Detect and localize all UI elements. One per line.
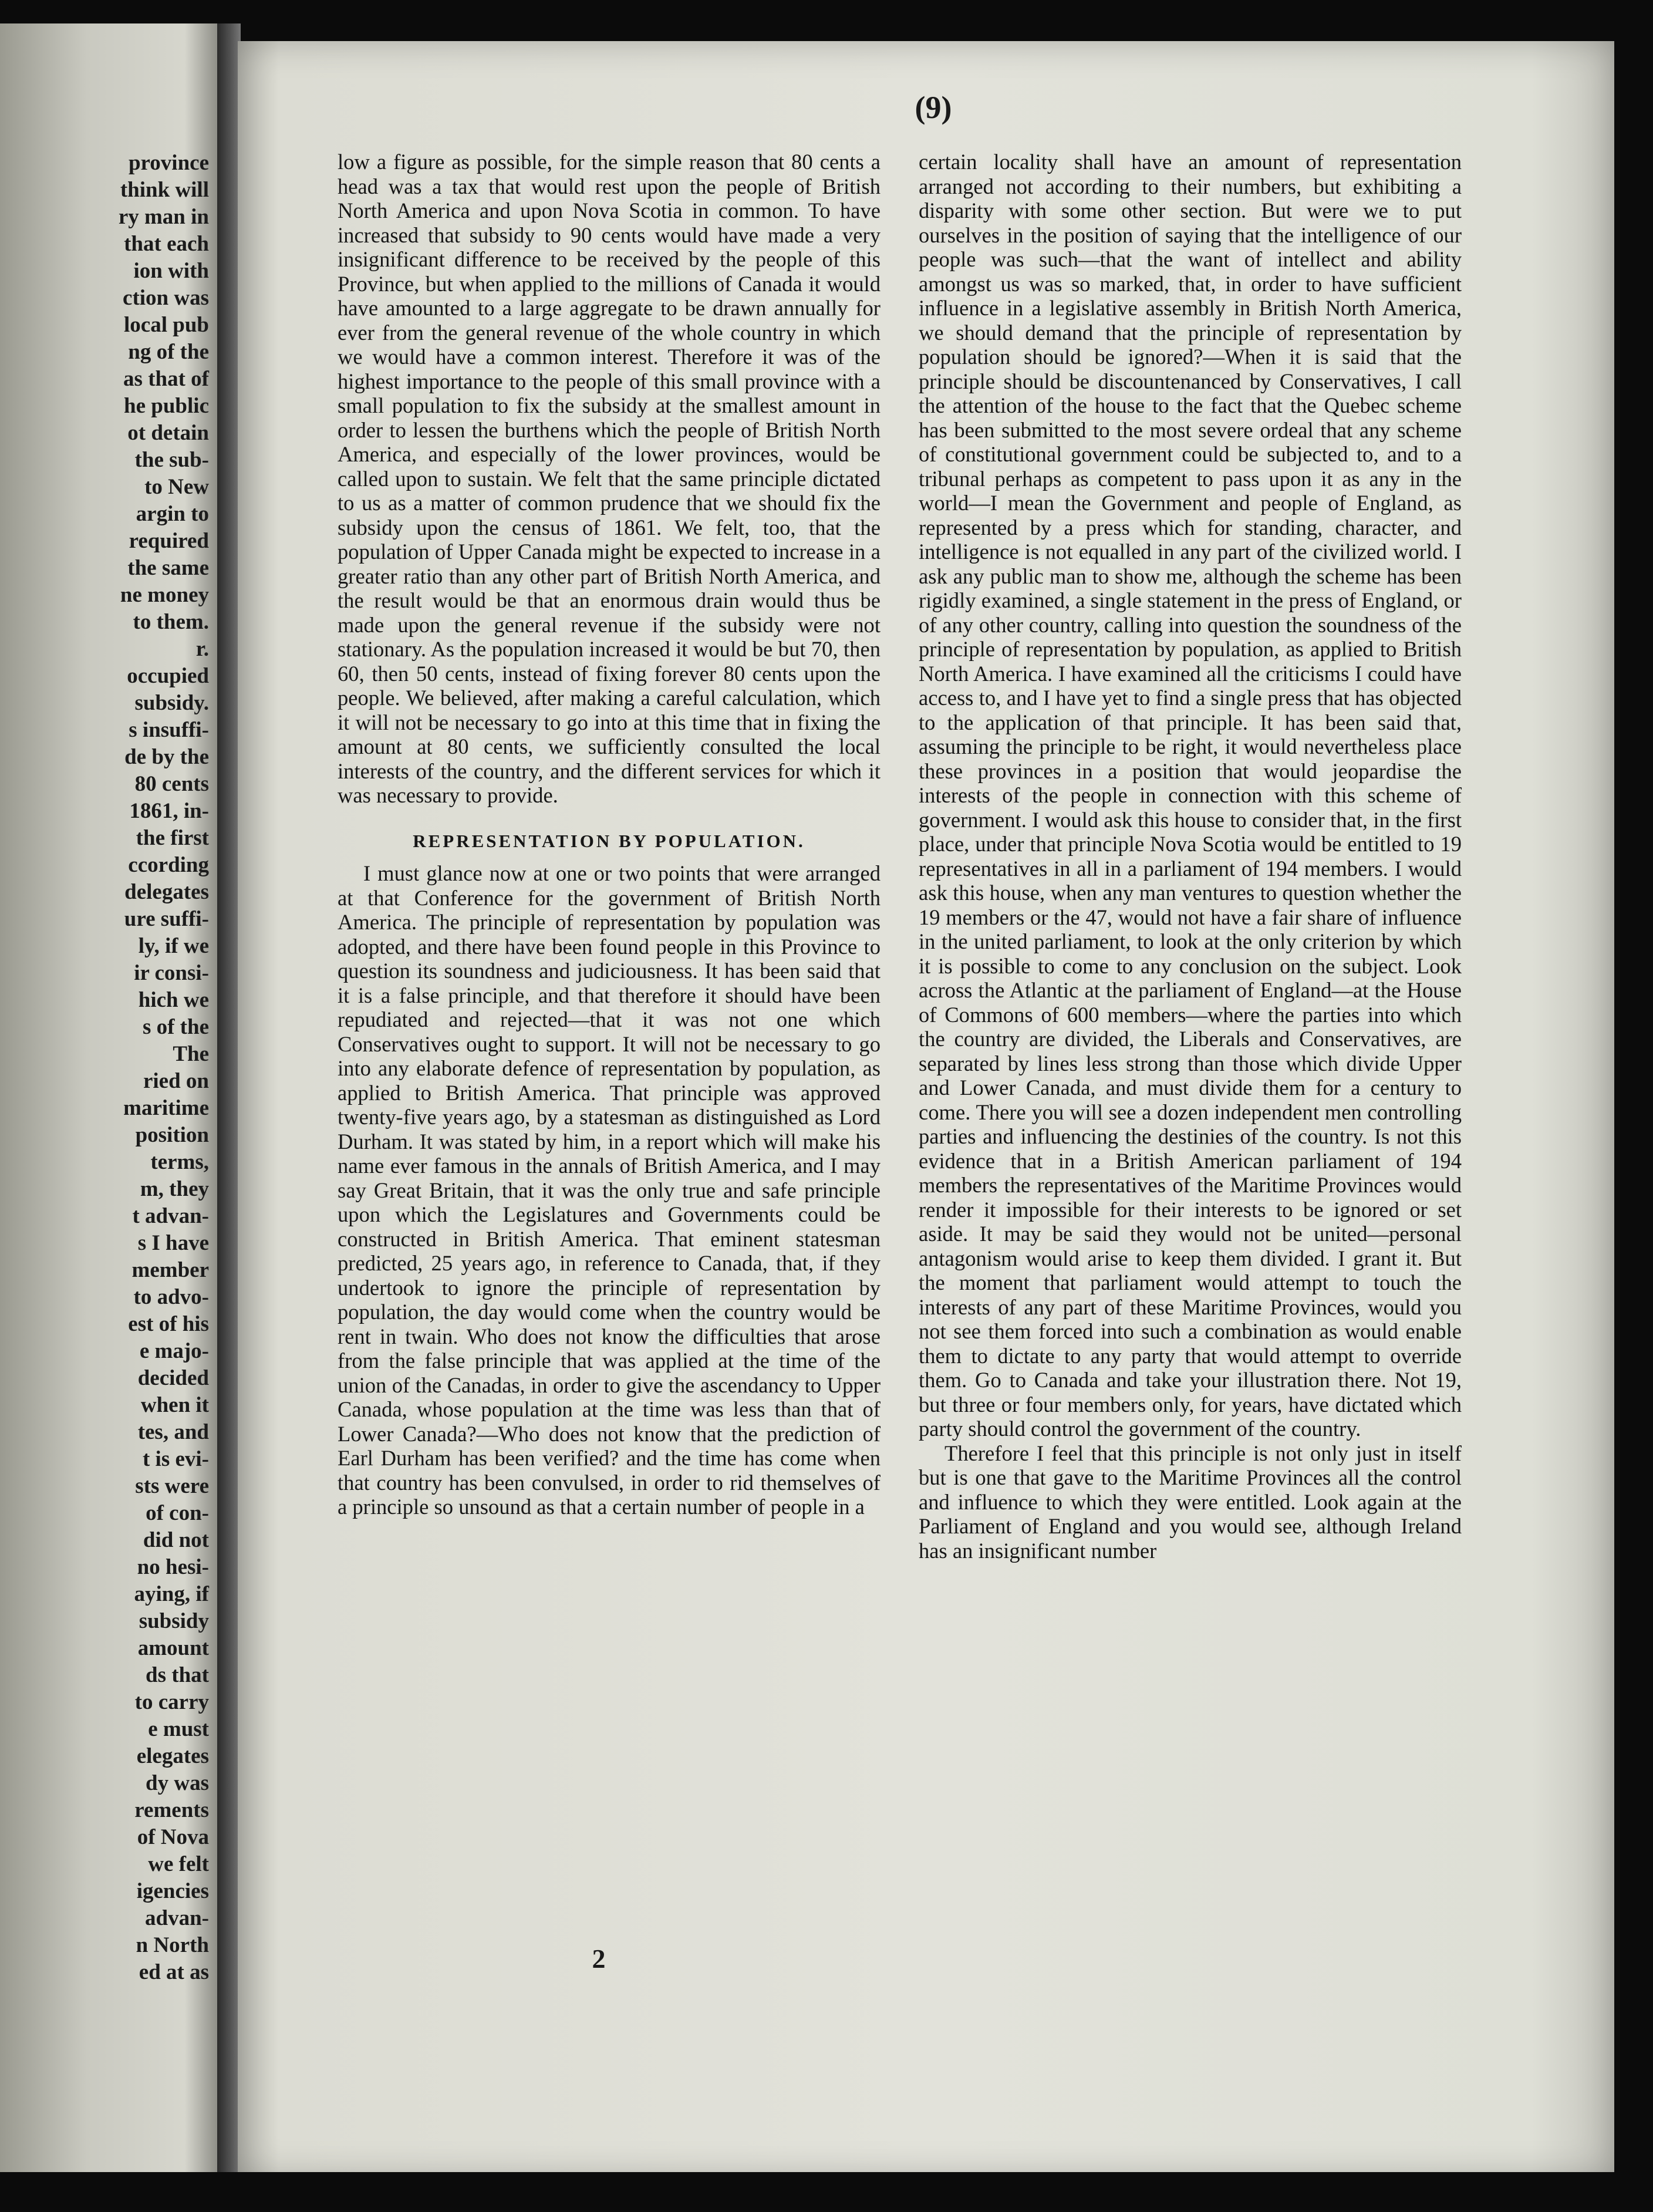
left-fragment-line: the sub- <box>134 448 209 472</box>
left-fragment-line: required <box>129 529 209 553</box>
left-fragment-line: to advo- <box>133 1285 209 1309</box>
left-fragment-line: m, they <box>140 1177 209 1201</box>
left-fragment-line: occupied <box>127 664 209 688</box>
left-fragment-line: advan- <box>145 1906 209 1930</box>
left-fragment-line: t is evi- <box>142 1447 209 1471</box>
left-fragment-line: rements <box>134 1798 209 1822</box>
left-fragment-line: subsidy <box>139 1609 209 1633</box>
signature-mark: 2 <box>592 1944 606 1974</box>
left-fragment-line: the same <box>127 556 209 580</box>
left-fragment-line: the first <box>136 826 209 850</box>
left-fragment-line: ction was <box>123 286 209 310</box>
left-fragment-line: ng of the <box>128 340 209 364</box>
left-fragment-line: of Nova <box>137 1825 209 1849</box>
left-fragment-line: did not <box>143 1528 209 1552</box>
left-fragment-line: to them. <box>133 610 209 634</box>
left-page-text-fragments <box>9 150 209 1986</box>
left-fragment-line: est of his <box>128 1312 209 1336</box>
section-heading: REPRESENTATION BY POPULATION. <box>413 830 805 851</box>
left-fragment-line: ot detain <box>127 421 209 445</box>
left-fragment-line: we felt <box>148 1852 209 1876</box>
left-fragment-line: he public <box>124 394 209 418</box>
left-fragment-line: delegates <box>124 880 209 904</box>
left-fragment-line: s of the <box>142 1015 209 1039</box>
left-fragment-line: elegates <box>136 1744 209 1768</box>
left-fragment-line: dy was <box>146 1771 209 1795</box>
left-fragment-line: maritime <box>123 1096 209 1120</box>
left-fragment-line: argin to <box>136 502 209 526</box>
paragraph: certain locality shall have an amount of representation arranged not according to their numbers, but exhibiting a disparity with some other section. But were we to put ourselves in the position of saying that the intelligence of our people was such—that the want of intellect and ability amongst us was so marked, that, in order to have sufficient influence in a legislative assembly in British North America, we should demand that the principle of representation by population should be ignored?—When it is said that the principle should be discountenanced by Conservatives, I call the attention of the house to the fact that the Quebec scheme has been submitted to the most severe ordeal that any scheme of constitutional government could be subjected to, and to a tribunal perhaps as competent to pass upon it as any in the world—I mean the Government and people of England, as represented by a press which for standing, character, and intelligence is not equalled in any part of the civilized world. I ask any public man to show me, although the scheme has been rigidly examined, a single statement in the press of England, or of any other country, calling into question the soundness of the principle of representation by population, as applied to British North America. I have examined all the criticisms I could have access to, and I have yet to find a single press that has objected to the application of that principle. It has been said that, assuming the principle to be right, it would nevertheless place these provinces in a position that would jeopardise the interests of the people in connection with this scheme of government. I would ask this house to consider that, in the first place, under that principle Nova Scotia would be entitled to 19 representatives in all in a parliament of 194 members. I would ask this house, when any man ventures to question whether the 19 members or the 47, would not have a fair share of influence in the united parliament, to look at the only criterion by which it is possible to come to any conclusion on the subject. Look across the Atlantic at the parliament of England—at the House of Commons of 600 members—where the parties into which the country are divided, the Liberals and Conservatives, are separated by lines less strong than those which divide Upper and Lower Canada, and must divide them for a century to come. There you will see a dozen independent men controlling parties and influencing the destinies of the country. Is not this evidence that in a British American parliament of 194 members the representatives of the Maritime Provinces would render it impossible for their interests to be ignored or set aside. It may be said they would not be united—personal antagonism would arise to keep them divided. I grant it. But the moment that parliament would attempt to touch the interests of any part of these Maritime Provinces, would you not see them forced into such a combination as would enable them to dictate to any party that would attempt to override them. Go to Canada and take your illustration there. Not 19, but three or four members only, for years, have dictated which party should control the government of the country. <box>919 150 1462 1441</box>
left-fragment-line: ried on <box>143 1069 209 1093</box>
left-fragment-line: ion with <box>133 259 209 283</box>
left-fragment-line: of con- <box>146 1501 209 1525</box>
left-fragment-line: member <box>131 1258 209 1282</box>
document-page <box>238 41 1614 2178</box>
left-fragment-line: think will <box>120 178 209 202</box>
left-fragment-line: t advan- <box>132 1204 209 1228</box>
left-fragment-line: de by the <box>124 745 209 769</box>
left-fragment-line: that each <box>124 232 209 256</box>
right-text-column <box>919 150 1462 1563</box>
left-fragment-line: ed at as <box>139 1960 209 1984</box>
left-fragment-line: The <box>173 1042 209 1066</box>
left-fragment-line: local pub <box>124 313 209 337</box>
left-fragment-line: position <box>135 1123 209 1147</box>
left-fragment-line: sts were <box>135 1474 209 1498</box>
left-fragment-line: province <box>128 151 209 175</box>
left-fragment-line: as that of <box>123 367 209 391</box>
left-fragment-line: igencies <box>136 1879 209 1903</box>
paragraph: low a figure as possible, for the simple reason that 80 cents a head was a tax that would rest upon the people of British North America and upon Nova Scotia in common. To have increased that subsidy to 90 cents would have made a very insignificant difference to be received by the people of this Province, but when applied to the millions of Canada it would have amounted to a large aggregate to be drawn annually for ever from the general revenue of the whole country in which we would have a common interest. Therefore it was of the highest importance to the people of this small province with a small population to fix the subsidy at the smallest amount in order to lessen the burthens which the people of British North America, and especially of the lower provinces, would be called upon to sustain. We felt that the same principle dictated to us as a matter of common prudence that we should fix the subsidy upon the census of 1861. We felt, too, that the population of Upper Canada might be expected to increase in a greater ratio than any other part of British North America, and the result would be that an enormous drain would thus be made upon the general revenue if the subsidy were not stationary. As the population increased it would be but 70, then 60, then 50 cents, instead of fixing forever 80 cents upon the people. We believed, after making a careful calculation, which it will not be necessary to go into at this time that in fixing the amount at 80 cents, we sufficiently consulted the local interests of the country, and the different services for which it was necessary to provide. <box>338 150 881 807</box>
left-fragment-line: tes, and <box>137 1420 209 1444</box>
left-fragment-line: terms, <box>150 1150 209 1174</box>
left-fragment-line: e majo- <box>139 1339 209 1363</box>
left-fragment-line: subsidy. <box>134 691 209 715</box>
left-fragment-line: ry man in <box>118 205 209 229</box>
book-gutter <box>217 23 241 2172</box>
left-fragment-line: ne money <box>120 583 209 607</box>
paragraph: Therefore I feel that this principle is not only just in itself but is one that gave to the Maritime Provinces all the control and influence to which they were entitled. Look again at the Parliament of England and you would see, although Ireland has an insignificant number <box>919 1441 1462 1563</box>
page-number: (9) <box>915 90 952 125</box>
left-fragment-line: e must <box>148 1717 209 1741</box>
left-fragment-line: s I have <box>137 1231 209 1255</box>
left-fragment-line: hich we <box>138 988 209 1012</box>
paragraph: I must glance now at one or two points that were arranged at that Conference for the government of British North America. The principle of representation by population was adopted, and there have been found people in this Province to question its soundness and judiciousness. It has been said that it is a false principle, and that therefore it should have been repudiated and rejected—that it was not one which Conservatives ought to support. It will not be necessary to go into any elaborate defence of representation by population, as applied to British America. That principle was approved twenty-five years ago, by a statesman as distinguished as Lord Durham. It was stated by him, in a report which will make his name ever famous in the annals of British America, and I may say Great Britain, that it was the only true and safe principle upon which the Legislatures and Governments could be constructed in British America. That eminent statesman predicted, 25 years ago, in reference to Canada, that, if they undertook to ignore the principle of representation by population, the day would come when the country would be rent in twain. Who does not know the difficulties that arose from the false principle that was applied at the time of the union of the Canadas, in order to give the ascendancy to Upper Canada, whose population at the time was less than that of Lower Canada?—Who does not know that the prediction of Earl Durham has been verified? and the time has come when that country has been convulsed, in order to rid themselves of a principle so unsound as that a certain number of people in a <box>338 861 881 1519</box>
left-fragment-line: aying, if <box>134 1582 209 1606</box>
left-text-column <box>338 150 881 1519</box>
left-fragment-line: ds that <box>146 1663 209 1687</box>
left-fragment-line: decided <box>137 1366 209 1390</box>
left-fragment-line: to carry <box>134 1690 209 1714</box>
scan-border <box>238 2172 1614 2212</box>
left-fragment-line: ir consi- <box>134 961 209 985</box>
left-fragment-line: 80 cents <box>134 772 209 796</box>
left-fragment-line: r. <box>195 637 209 661</box>
left-fragment-line: ccording <box>128 853 209 877</box>
left-page-edge <box>0 23 217 2172</box>
left-fragment-line: no hesi- <box>137 1555 209 1579</box>
left-fragment-line: n North <box>136 1933 209 1957</box>
left-fragment-line: 1861, in- <box>129 799 209 823</box>
left-fragment-line: ly, if we <box>138 934 209 958</box>
left-fragment-line: to New <box>144 475 209 499</box>
left-fragment-line: amount <box>137 1636 209 1660</box>
left-fragment-line: ure suffi- <box>124 907 209 931</box>
left-fragment-line: when it <box>140 1393 209 1417</box>
left-fragment-line: s insuffi- <box>129 718 209 742</box>
